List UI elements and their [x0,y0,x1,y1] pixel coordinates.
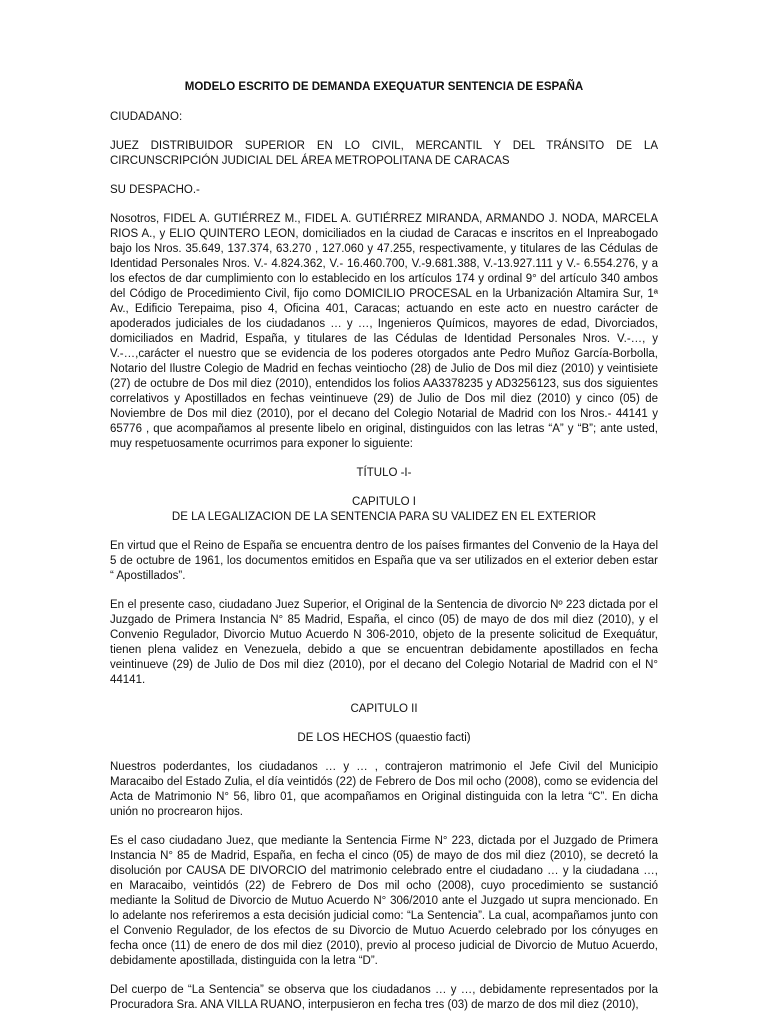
chapter-1-subheading: DE LA LEGALIZACION DE LA SENTENCIA PARA SU VALIDEZ EN EL EXTERIOR [171,511,597,523]
chapter-1-paragraph-1: En virtud que el Reino de España se encuentra dentro de los países firmantes del Convenio de la Haya del 5 de octubre de 1961, los documentos emitidos en España que va ser utilizados en el exterior deben estar “ Apostillados”. [110,540,658,582]
chapter-1-heading: CAPITULO I [352,496,416,508]
chapter-2-paragraph-3: Del cuerpo de “La Sentencia” se observa que los ciudadanos … y …, debidamente representados por la Procuradora Sra. ANA VILLA RUANO, interpusieron en fecha tres (03) de marzo de dos mil diez (2010), [110,984,658,1011]
chapter-2-paragraph-1: Nuestros poderdantes, los ciudadanos … y … , contrajeron matrimonio el Jefe Civil del Municipio Maracaibo del Estado Zulia, el día veintidós (22) de Febrero de Dos mil ocho (2008), como se evidencia del Acta de Matrimonio N° 56, libro 01, que acompañamos en Original distinguida con la letra “C”. En dicha unión no procrearon hijos. [110,761,658,818]
chapter-1-paragraph-2: En el presente caso, ciudadano Juez Superior, el Original de la Sentencia de divorcio Nº 223 dictada por el Juzgado de Primera Instancia N° 85 Madrid, España, el cinco (05) de mayo de dos mil diez (2010), y el Convenio Regulador, Divorcio Mutuo Acuerdo N 306-2010, objeto de la presente solicitud de Exequátur, tienen plena validez en Venezuela, debido a que se encuentran debidamente apostillados en fecha veintinueve (29) de Julio de Dos mil diez (2010), por el decano del Colegio Notarial de Madrid con el N° 44141. [110,599,658,686]
addressee: JUEZ DISTRIBUIDOR SUPERIOR EN LO CIVIL, MERCANTIL Y DEL TRÁNSITO DE LA CIRCUNSCRIPCIÓN JUDICIAL DEL ÁREA METROPOLITANA DE CARACAS [110,140,658,167]
titulo-heading: TÍTULO -I- [356,467,412,479]
chapter-2-paragraph-2: Es el caso ciudadano Juez, que mediante la Sentencia Firme N° 223, dictada por el Juzgado de Primera Instancia N° 85 de Madrid, España, en fecha el cinco (05) de mayo de dos mil diez (2010), se decretó la disolución por CAUSA DE DIVORCIO del matrimonio celebrado entre el ciudadano … y la ciudadana …, en Maracaibo, veintidós (22) de Febrero de Dos mil ocho (2008), cuyo procedimiento se sustanció mediante la Solitud de Divorcio de Mutuo Acuerdo N° 306/2010 ante el Juzgado ut supra mencionado. En lo adelante nos referiremos a esta decisión judicial como: “La Sentencia”. La cual, acompañamos junto con el Convenio Regulador, de los efectos de su Divorcio de Mutuo Acuerdo celebrado por los cónyuges en fecha once (11) de enero de dos mil diez (2010), previo al proceso judicial de Divorcio de Mutuo Acuerdo, debidamente apostillada, distinguida con la letra “D”. [110,835,658,967]
salutation: CIUDADANO: [110,111,183,123]
su-despacho: SU DESPACHO.- [110,184,200,196]
intro-paragraph: Nosotros, FIDEL A. GUTIÉRREZ M., FIDEL A. GUTIÉRREZ MIRANDA, ARMANDO J. NODA, MARCELA RIOS A., y ELIO QUINTERO LEON, domiciliados en la ciudad de Caracas e inscritos en el Inpreabogado bajo los Nros. 35.649, 137.374, 63.270 , 127.060 y 47.255, respectivamente, y titulares de las Cédulas de Identidad Personales Nros. V.- 4.824.362, V.- 16.460.700, V.-9.681.388, V.-13.927.111 y V.- 6.554.276, y a los efectos de dar cumplimiento con lo establecido en los artículos 174 y ordinal 9° del artículo 340 ambos del Código de Procedimiento Civil, fijo como DOMICILIO PROCESAL en la Urbanización Altamira Sur, 1ª Av., Edificio Terepaima, piso 4, Oficina 401, Caracas; actuando en este acto en nuestro carácter de apoderados judiciales de los ciudadanos … y …, Ingenieros Químicos, mayores de edad, Divorciados, domiciliados en Madrid, España, y titulares de las Cédulas de Identidad Personales Nros. V.-…, y V.-…,carácter el nuestro que se evidencia de los poderes otorgados ante Pedro Muñoz García-Borbolla, Notario del Ilustre Colegio de Madrid en fechas veintiocho (28) de Julio de Dos mil diez (2010) y veintisiete (27) de octubre de Dos mil diez (2010), entendidos los folios AA3378235 y AD3256123, sus dos siguientes correlativos y Apostillados en fechas veintinueve (29) de Julio de Dos mil diez (2010) y cinco (05) de Noviembre de Dos mil diez (2010), por el decano del Colegio Notarial de Madrid con los Nros.- 44141 y 65776 , que acompañamos al presente libelo en original, distinguidos con las letras “A” y “B”; ante usted, muy respetuosamente ocurrimos para exponer lo siguiente: [110,213,658,450]
chapter-2-subheading: DE LOS HECHOS (quaestio facti) [297,732,471,744]
document-title: MODELO ESCRITO DE DEMANDA EXEQUATUR SENTENCIA DE ESPAÑA [184,81,584,93]
chapter-2-heading: CAPITULO II [350,703,418,715]
